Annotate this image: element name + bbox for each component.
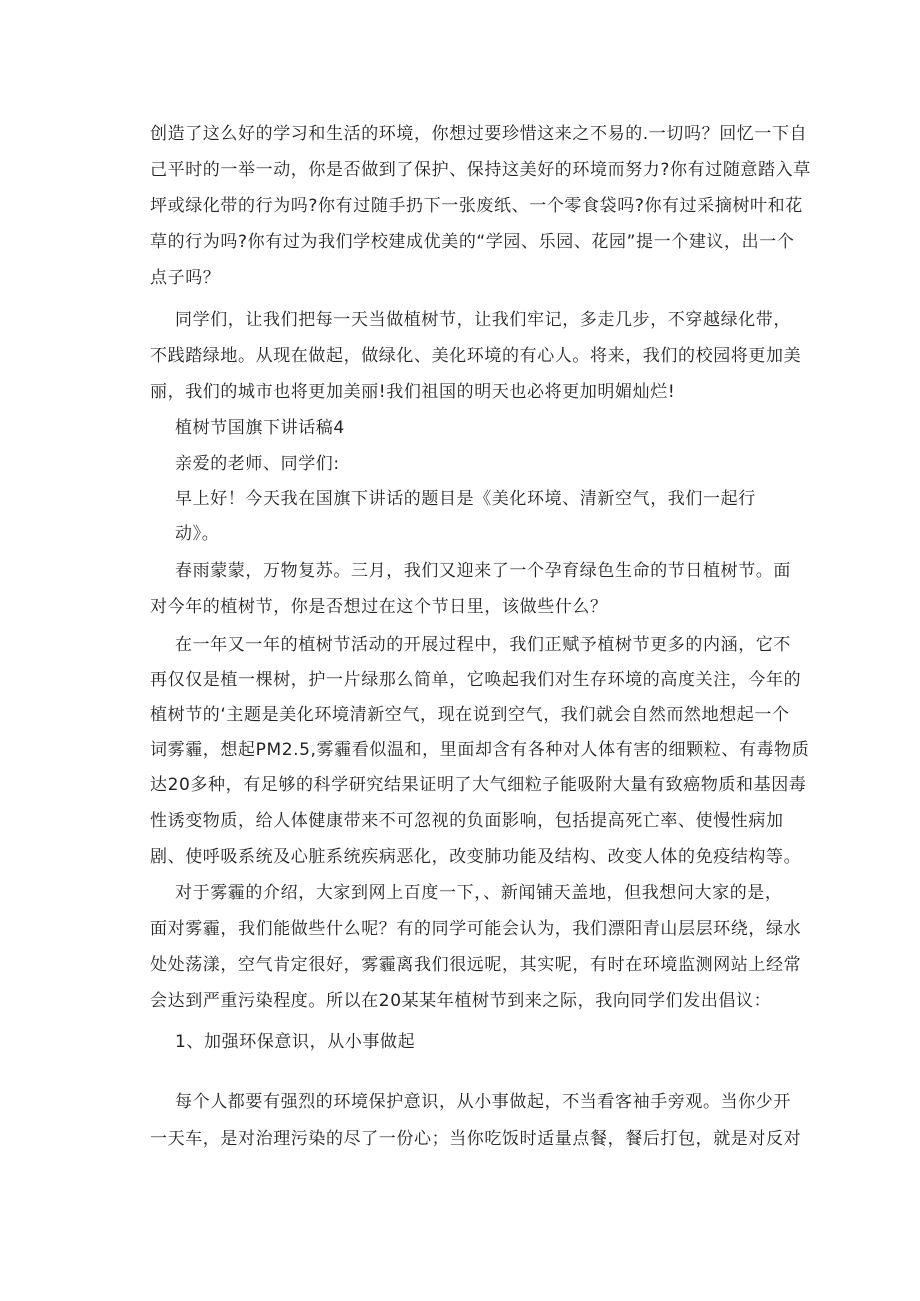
text-line: 对今年的植树节，你是否想过在这个节日里，该做些什么？ xyxy=(150,597,608,617)
text-line: 会达到严重污染程度。所以在20某某年植树节到来之际，我向同学们发出倡议： xyxy=(150,991,772,1011)
text-line: 春雨蒙蒙，万物复苏。三月，我们又迎来了一个孕育绿色生命的节日植树节。面 xyxy=(175,561,791,581)
text-line: 再仅仅是植一棵树，护一片绿那么简单，它唤起我们对生存环境的高度关注，今年的 xyxy=(150,670,802,690)
text-line: 面对雾霾，我们能做些什么呢？有的同学可能会认为，我们漂阳青山层层环绕，绿水 xyxy=(150,919,802,939)
section-heading: 植树节国旗下讲话稿4 xyxy=(175,418,345,438)
text-line: 坪或绿化带的行为吗?你有过随手扔下一张废纸、一个零食袋吗?你有过采摘树叶和花 xyxy=(150,196,803,216)
text-line: 在一年又一年的植树节活动的开展过程中，我们正赋予植树节更多的内涵，它不 xyxy=(175,635,791,655)
text-line: 一天车，是对治理污染的尽了一份心；当你吃饭时适量点餐，餐后打包，就是对反对 xyxy=(150,1129,802,1149)
text-line: 处处荡漾，空气肯定很好，雾霾离我们很远呢，其实呢，有时在环境监测网站上经常 xyxy=(150,955,802,975)
text-line: 动》。 xyxy=(175,524,220,544)
text-line: 剧、使呼吸系统及心脏系统疾病恶化，改变肺功能及结构、改变人体的免疫结构等。 xyxy=(150,847,802,867)
text-line: 点子吗？ xyxy=(150,268,221,288)
text-line: 草的行为吗?你有过为我们学校建成优美的“学园、乐园、花园”提一个建议，出一个 xyxy=(150,232,795,252)
text-line: 性诱变物质，给人体健康带来不可忽视的负面影响，包括提高死亡率、使慢性病加 xyxy=(150,811,784,831)
text-line: 达20多种，有足够的科学研究结果证明了大气细粒子能吸附大量有致癌物质和基因毒 xyxy=(150,775,807,795)
text-line: 丽，我们的城市也将更加美丽!我们祖国的明天也必将更加明媚灿烂! xyxy=(150,382,676,402)
text-line: 创造了这么好的学习和生活的环境，你想过要珍惜这来之不易的.一切吗？回忆一下自 xyxy=(150,124,808,144)
text-line: 不践踏绿地。从现在做起，做绿化、美化环境的有心人。将来，我们的校园将更加美 xyxy=(150,346,802,366)
text-line: 每个人都要有强烈的环境保护意识，从小事做起，不当看客袖手旁观。当你少开 xyxy=(175,1092,791,1112)
text-line: 同学们，让我们把每一天当做植树节，让我们牢记，多走几步，不穿越绿化带， xyxy=(175,310,791,330)
salutation: 亲爱的老师、同学们: xyxy=(175,454,340,474)
text-line: 己平时的一举一动，你是否做到了保护、保持这美好的环境而努力?你有过随意踏入草 xyxy=(150,160,811,180)
list-item-heading: 1、加强环保意识，从小事做起 xyxy=(175,1032,416,1052)
text-line: 早上好！今天我在国旗下讲话的题目是《美化环境、清新空气，我们一起行 xyxy=(175,489,756,509)
text-line: 植树节的‘主题是美化环境清新空气，现在说到空气，我们就会自然而然地想起一个 xyxy=(150,705,790,725)
text-line: 对于雾霾的介绍，大家到网上百度一下，、新闻铺天盖地，但我想问大家的是， xyxy=(175,883,783,903)
text-line: 词雾霾，想起PM2.5,雾霾看似温和，里面却含有各种对人体有害的细颗粒、有毒物质 xyxy=(150,740,810,760)
